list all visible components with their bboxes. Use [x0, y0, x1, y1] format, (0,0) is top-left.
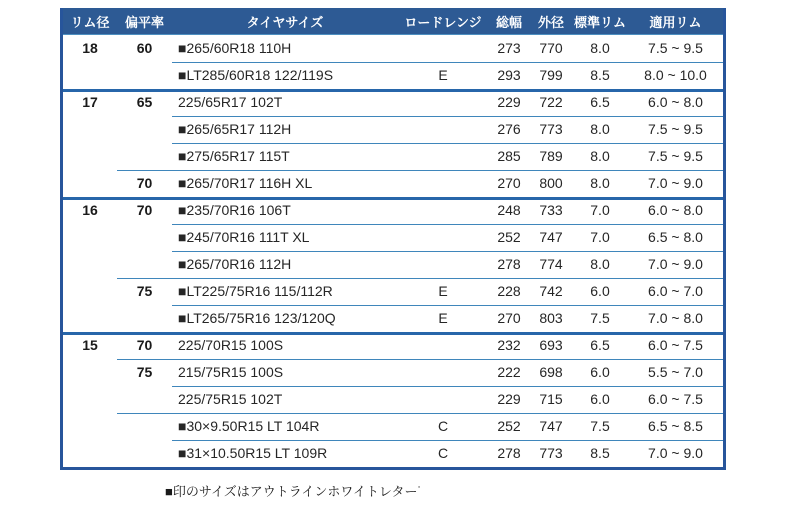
table-row	[63, 386, 723, 413]
row-divider	[117, 359, 723, 360]
applicable-rim-cell: 7.0 ~ 8.0	[648, 310, 703, 326]
tire-size-cell: ■265/60R18 110H	[178, 40, 292, 56]
standard-rim-cell: 6.0	[590, 364, 610, 380]
rim-diameter-cell: 16	[82, 202, 98, 218]
row-divider	[117, 413, 723, 414]
outer-diameter-cell: 800	[539, 175, 563, 191]
row-divider	[172, 116, 723, 117]
table-row	[63, 359, 723, 386]
rim-diameter-cell: 17	[82, 94, 98, 110]
table-row	[63, 413, 723, 440]
table-row	[63, 170, 723, 197]
overall-width-cell: 270	[497, 310, 521, 326]
overall-width-cell: 222	[497, 364, 521, 380]
outer-diameter-cell: 722	[539, 94, 563, 110]
table-row	[63, 440, 723, 467]
applicable-rim-cell: 7.5 ~ 9.5	[648, 148, 703, 164]
header-outer-diameter: 外径	[537, 14, 564, 30]
table-row	[63, 197, 723, 224]
header-applicable-rim: 適用リム	[649, 14, 702, 30]
standard-rim-cell: 7.0	[590, 229, 610, 245]
applicable-rim-cell: 6.0 ~ 7.0	[648, 283, 703, 299]
header-aspect-ratio: 偏平率	[124, 14, 164, 30]
row-divider	[63, 89, 723, 92]
row-divider	[117, 278, 723, 279]
table-row	[63, 305, 723, 332]
tire-size-cell: ■30×9.50R15 LT 104R	[178, 418, 320, 434]
rim-diameter-cell: 15	[82, 337, 98, 353]
applicable-rim-cell: 6.0 ~ 7.5	[648, 337, 703, 353]
table-row	[63, 332, 723, 359]
outer-diameter-cell: 747	[539, 418, 563, 434]
header-standard-rim: 標準リム	[573, 14, 626, 30]
header-load-range: ロードレンジ	[404, 14, 482, 30]
overall-width-cell: 232	[497, 337, 521, 353]
outer-diameter-cell: 773	[539, 121, 563, 137]
tire-size-cell: 225/65R17 102T	[178, 94, 283, 110]
tire-size-cell: ■265/70R16 112H	[178, 256, 292, 272]
header-tire-size: タイヤサイズ	[246, 14, 324, 30]
table-header-row	[63, 8, 723, 35]
standard-rim-cell: 8.0	[590, 175, 610, 191]
standard-rim-cell: 6.5	[590, 337, 610, 353]
applicable-rim-cell: 5.5 ~ 7.0	[648, 364, 703, 380]
tire-size-cell: ■LT285/60R18 122/119S	[178, 67, 334, 83]
outer-diameter-cell: 742	[539, 283, 563, 299]
row-divider	[117, 170, 723, 171]
table-row	[63, 35, 723, 62]
applicable-rim-cell: 6.0 ~ 8.0	[648, 202, 703, 218]
applicable-rim-cell: 7.0 ~ 9.0	[648, 445, 703, 461]
standard-rim-cell: 8.0	[590, 40, 610, 56]
tire-size-cell: 215/75R15 100S	[178, 364, 284, 380]
applicable-rim-cell: 7.0 ~ 9.0	[648, 256, 703, 272]
row-divider	[172, 386, 723, 387]
overall-width-cell: 228	[497, 283, 521, 299]
aspect-ratio-cell: 70	[136, 175, 153, 191]
outer-diameter-cell: 770	[539, 40, 563, 56]
load-range-cell: C	[437, 418, 449, 434]
outer-diameter-cell: 693	[539, 337, 563, 353]
aspect-ratio-cell: 60	[136, 40, 153, 56]
load-range-cell: C	[437, 445, 449, 461]
row-divider	[172, 224, 723, 225]
standard-rim-cell: 8.0	[590, 256, 610, 272]
load-range-cell: E	[438, 310, 448, 326]
tire-size-cell: ■275/65R17 115T	[178, 148, 290, 164]
outer-diameter-cell: 773	[539, 445, 563, 461]
overall-width-cell: 293	[497, 67, 521, 83]
overall-width-cell: 252	[497, 418, 521, 434]
applicable-rim-cell: 6.5 ~ 8.5	[648, 418, 703, 434]
outer-diameter-cell: 715	[539, 391, 563, 407]
tire-size-cell: ■LT225/75R16 115/112R	[178, 283, 333, 299]
applicable-rim-cell: 7.5 ~ 9.5	[648, 121, 703, 137]
rim-diameter-cell: 18	[82, 40, 98, 56]
overall-width-cell: 273	[497, 40, 521, 56]
table-row	[63, 62, 723, 89]
standard-rim-cell: 8.5	[590, 445, 610, 461]
row-divider	[172, 62, 723, 63]
tire-size-cell: ■31×10.50R15 LT 109R	[178, 445, 328, 461]
tire-size-cell: ■245/70R16 111T XL	[178, 229, 310, 245]
aspect-ratio-cell: 70	[136, 202, 153, 218]
overall-width-cell: 278	[497, 256, 521, 272]
row-divider	[172, 440, 723, 441]
outer-diameter-cell: 803	[539, 310, 563, 326]
aspect-ratio-cell: 75	[136, 283, 153, 299]
row-divider	[172, 305, 723, 306]
overall-width-cell: 278	[497, 445, 521, 461]
overall-width-cell: 229	[497, 391, 521, 407]
overall-width-cell: 285	[497, 148, 521, 164]
applicable-rim-cell: 6.5 ~ 8.0	[648, 229, 703, 245]
applicable-rim-cell: 6.0 ~ 8.0	[648, 94, 703, 110]
table-row	[63, 143, 723, 170]
standard-rim-cell: 6.5	[590, 94, 610, 110]
standard-rim-cell: 8.5	[590, 67, 610, 83]
standard-rim-cell: 7.5	[590, 418, 610, 434]
applicable-rim-cell: 7.0 ~ 9.0	[648, 175, 703, 191]
standard-rim-cell: 6.0	[590, 283, 610, 299]
row-divider	[172, 251, 723, 252]
table-row	[63, 278, 723, 305]
standard-rim-cell: 8.0	[590, 148, 610, 164]
table-row	[63, 224, 723, 251]
outer-diameter-cell: 698	[539, 364, 563, 380]
tire-size-cell: ■LT265/75R16 123/120Q	[178, 310, 336, 326]
overall-width-cell: 248	[497, 202, 521, 218]
table-body	[63, 35, 723, 467]
row-divider	[63, 197, 723, 200]
row-divider	[63, 332, 723, 335]
load-range-cell: E	[438, 283, 448, 299]
row-divider	[172, 143, 723, 144]
tire-size-cell: 225/75R15 102T	[178, 391, 283, 407]
tire-spec-table	[60, 8, 726, 470]
overall-width-cell: 252	[497, 229, 521, 245]
tire-size-cell: ■265/70R17 116H XL	[178, 175, 313, 191]
table-row	[63, 116, 723, 143]
table-row	[63, 89, 723, 116]
outer-diameter-cell: 747	[539, 229, 563, 245]
header-rim-diameter: リム径	[70, 14, 110, 30]
load-range-cell: E	[438, 67, 448, 83]
aspect-ratio-cell: 70	[136, 337, 153, 353]
outer-diameter-cell: 799	[539, 67, 563, 83]
applicable-rim-cell: 6.0 ~ 7.5	[648, 391, 703, 407]
tire-size-cell: ■235/70R16 106T	[178, 202, 291, 218]
aspect-ratio-cell: 75	[136, 364, 153, 380]
applicable-rim-cell: 8.0 ~ 10.0	[644, 67, 707, 83]
overall-width-cell: 276	[497, 121, 521, 137]
tire-size-cell: ■265/65R17 112H	[178, 121, 292, 137]
standard-rim-cell: 7.5	[590, 310, 610, 326]
overall-width-cell: 229	[497, 94, 521, 110]
applicable-rim-cell: 7.5 ~ 9.5	[648, 40, 703, 56]
table-row	[63, 251, 723, 278]
overall-width-cell: 270	[497, 175, 521, 191]
outer-diameter-cell: 774	[539, 256, 563, 272]
outer-diameter-cell: 733	[539, 202, 563, 218]
aspect-ratio-cell: 65	[136, 94, 153, 110]
standard-rim-cell: 8.0	[590, 121, 610, 137]
header-overall-width: 総幅	[495, 14, 522, 30]
standard-rim-cell: 7.0	[590, 202, 610, 218]
footnote: ■印のサイズはアウトラインホワイトレター˙	[165, 484, 422, 499]
tire-size-cell: 225/70R15 100S	[178, 337, 284, 353]
standard-rim-cell: 6.0	[590, 391, 610, 407]
outer-diameter-cell: 789	[539, 148, 563, 164]
